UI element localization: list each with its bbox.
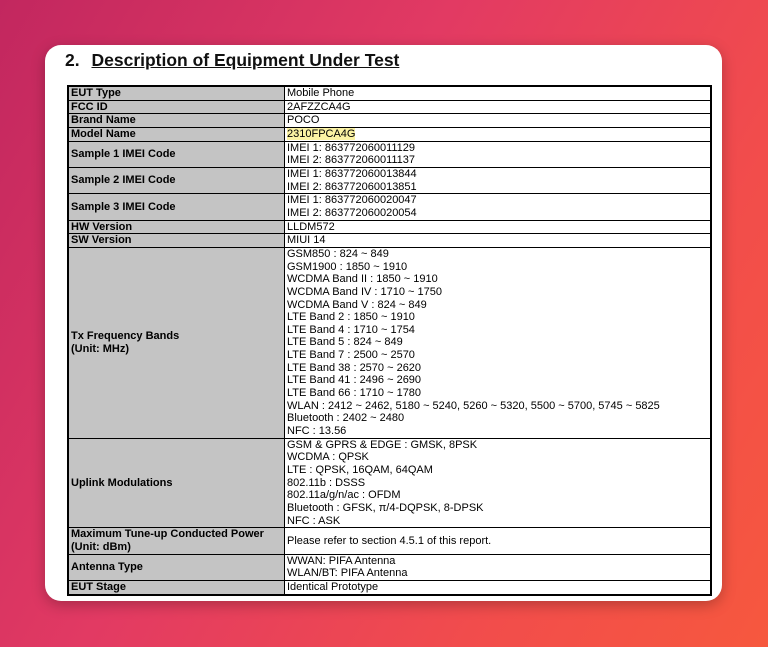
row-value-line: LTE Band 5 : 824 ~ 849 bbox=[287, 336, 403, 349]
table-row bbox=[68, 247, 711, 438]
row-value-line: WCDMA Band IV : 1710 ~ 1750 bbox=[287, 285, 443, 298]
row-value-line: LTE Band 7 : 2500 ~ 2570 bbox=[287, 349, 415, 362]
row-value-line: 802.11a/g/n/ac : OFDM bbox=[287, 489, 401, 502]
row-value bbox=[285, 234, 712, 248]
table-row bbox=[68, 194, 711, 220]
table-row bbox=[68, 438, 711, 528]
row-label-line: Antenna Type bbox=[71, 560, 143, 573]
row-value-line: WCDMA Band V : 824 ~ 849 bbox=[287, 298, 427, 311]
row-value-line: WCDMA : QPSK bbox=[287, 451, 369, 464]
row-value-line: NFC : 13.56 bbox=[287, 425, 347, 438]
row-value-line: IMEI 2: 863772060011137 bbox=[287, 154, 416, 167]
row-value-line: WCDMA Band II : 1850 ~ 1910 bbox=[287, 273, 438, 286]
row-value bbox=[285, 114, 712, 128]
row-value-line: LTE Band 38 : 2570 ~ 2620 bbox=[287, 361, 422, 374]
row-value-line: LTE Band 41 : 2496 ~ 2690 bbox=[287, 374, 422, 387]
table-row bbox=[68, 234, 711, 248]
row-value-line: GSM850 : 824 ~ 849 bbox=[287, 247, 389, 260]
table-row bbox=[68, 141, 711, 167]
row-label-line: Sample 3 IMEI Code bbox=[71, 200, 176, 213]
row-value-line: IMEI 1: 863772060011129 bbox=[287, 141, 416, 154]
row-label bbox=[68, 86, 285, 100]
row-label-line: Sample 1 IMEI Code bbox=[71, 147, 176, 160]
row-label bbox=[68, 194, 285, 220]
row-value-line: GSM & GPRS & EDGE : GMSK, 8PSK bbox=[287, 438, 478, 451]
row-label bbox=[68, 234, 285, 248]
row-label bbox=[68, 247, 285, 438]
equipment-table-body bbox=[68, 86, 711, 595]
row-value bbox=[285, 438, 712, 528]
section-number: 2. bbox=[65, 50, 80, 70]
row-value-line: 2AFZZCA4G bbox=[287, 100, 351, 113]
row-value-line: GSM1900 : 1850 ~ 1910 bbox=[287, 260, 408, 273]
row-label bbox=[68, 554, 285, 580]
table-row bbox=[68, 220, 711, 234]
row-value-line: MIUI 14 bbox=[287, 234, 326, 247]
table-row bbox=[68, 114, 711, 128]
row-label bbox=[68, 167, 285, 193]
row-value-line: Bluetooth : 2402 ~ 2480 bbox=[287, 412, 405, 425]
row-value bbox=[285, 528, 712, 554]
table-row bbox=[68, 554, 711, 580]
row-label bbox=[68, 528, 285, 554]
row-value-line: LLDM572 bbox=[287, 220, 335, 233]
row-label bbox=[68, 141, 285, 167]
row-label-line: EUT Stage bbox=[71, 580, 127, 593]
row-label-line: Maximum Tune-up Conducted Power bbox=[71, 528, 264, 541]
table-row bbox=[68, 86, 711, 100]
row-label-line: Uplink Modulations bbox=[71, 476, 173, 489]
row-value-line: LTE Band 2 : 1850 ~ 1910 bbox=[287, 311, 415, 324]
row-value bbox=[285, 100, 712, 114]
row-label-line: FCC ID bbox=[71, 100, 108, 113]
row-label bbox=[68, 220, 285, 234]
row-value bbox=[285, 580, 712, 594]
row-value-line: IMEI 1: 863772060020047 bbox=[287, 194, 417, 207]
row-value-line: LTE Band 66 : 1710 ~ 1780 bbox=[287, 387, 422, 400]
row-value-line: WLAN/BT: PIFA Antenna bbox=[287, 567, 408, 580]
row-label-line: (Unit: MHz) bbox=[71, 342, 130, 355]
row-value-line: IMEI 2: 863772060013851 bbox=[287, 180, 417, 193]
row-value bbox=[285, 141, 712, 167]
row-value bbox=[285, 247, 712, 438]
row-value-line: IMEI 1: 863772060013844 bbox=[287, 167, 417, 180]
row-value-line: NFC : ASK bbox=[287, 514, 341, 527]
row-label bbox=[68, 438, 285, 528]
table-row bbox=[68, 100, 711, 114]
row-value bbox=[285, 167, 712, 193]
row-label-line: Model Name bbox=[71, 127, 136, 140]
table-row bbox=[68, 580, 711, 594]
row-value-line: Mobile Phone bbox=[287, 87, 355, 99]
row-label-line: Brand Name bbox=[71, 114, 136, 127]
row-label bbox=[68, 127, 285, 141]
section-heading bbox=[65, 50, 399, 71]
row-value-line: Identical Prototype bbox=[287, 580, 379, 593]
row-value-line: POCO bbox=[287, 114, 320, 127]
row-label-line: EUT Type bbox=[71, 87, 121, 99]
row-value-line: LTE Band 4 : 1710 ~ 1754 bbox=[287, 323, 415, 336]
row-label-line: (Unit: dBm) bbox=[71, 540, 131, 553]
row-value-line: Please refer to section 4.5.1 of this report. bbox=[287, 534, 492, 547]
table-row bbox=[68, 167, 711, 193]
table-row bbox=[68, 127, 711, 141]
row-value bbox=[285, 127, 712, 141]
row-label-line: Sample 2 IMEI Code bbox=[71, 174, 176, 187]
row-value-line: 802.11b : DSSS bbox=[287, 476, 366, 489]
row-value-line: LTE : QPSK, 16QAM, 64QAM bbox=[287, 464, 433, 477]
row-value bbox=[285, 194, 712, 220]
row-value-line: IMEI 2: 863772060020054 bbox=[287, 206, 417, 219]
row-value bbox=[285, 86, 712, 100]
row-label-line: HW Version bbox=[71, 220, 133, 233]
row-label-line: SW Version bbox=[71, 234, 132, 247]
row-value bbox=[285, 220, 712, 234]
equipment-table bbox=[67, 85, 712, 596]
document-card bbox=[45, 45, 722, 601]
section-title: Description of Equipment Under Test bbox=[91, 50, 400, 70]
row-label bbox=[68, 580, 285, 594]
row-value-line: 2310FPCA4G bbox=[287, 127, 356, 140]
row-value-line: WLAN : 2412 ~ 2462, 5180 ~ 5240, 5260 ~ 5320, 5500 ~ 5700, 5745 ~ 5825 bbox=[287, 399, 660, 412]
row-label bbox=[68, 100, 285, 114]
row-value bbox=[285, 554, 712, 580]
row-label-line: Tx Frequency Bands bbox=[71, 330, 180, 343]
row-value-line: Bluetooth : GFSK, π/4-DQPSK, 8-DPSK bbox=[287, 502, 484, 514]
row-value-line: WWAN: PIFA Antenna bbox=[287, 554, 396, 567]
table-row bbox=[68, 528, 711, 554]
row-label bbox=[68, 114, 285, 128]
